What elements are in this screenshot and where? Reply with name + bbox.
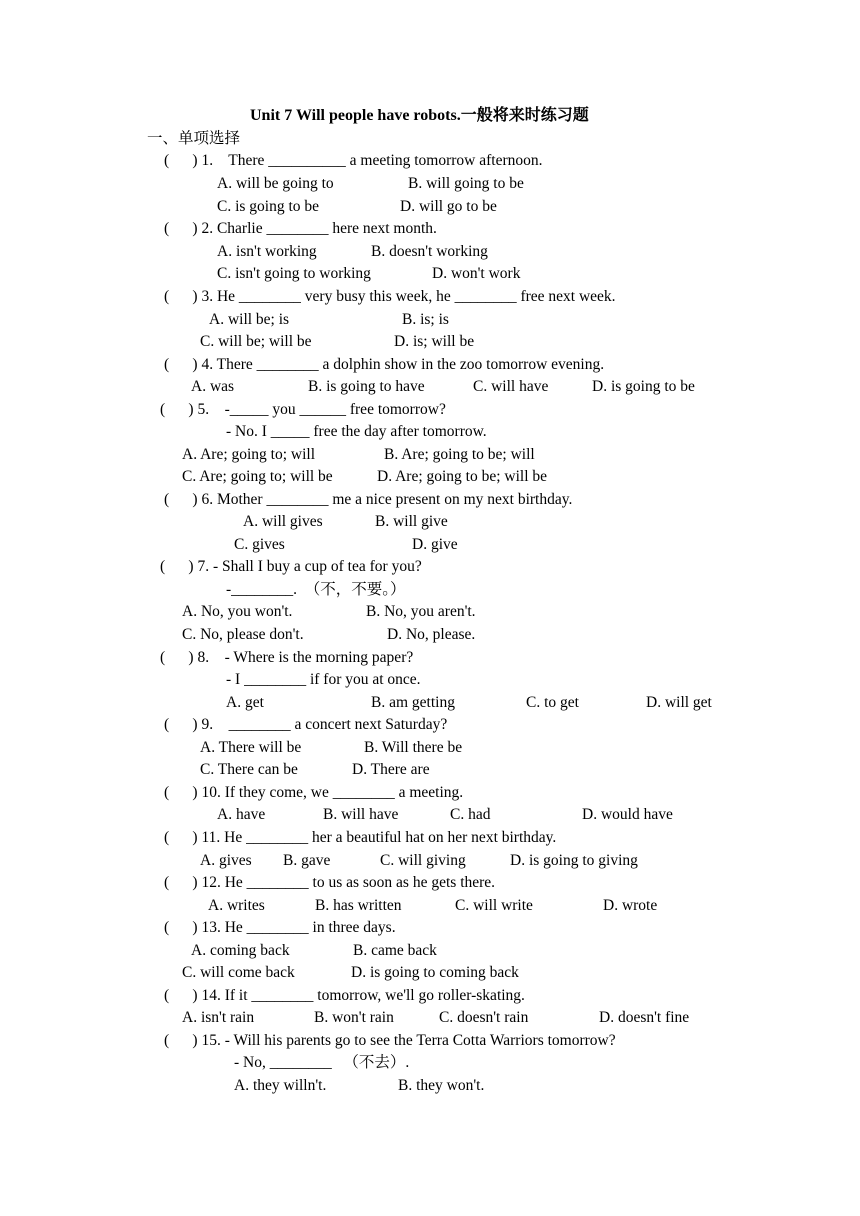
- option-b: B. am getting: [371, 694, 455, 711]
- option-c: C. isn't going to working: [217, 265, 371, 282]
- option-c: C. gives: [234, 536, 285, 553]
- option-d: D. is going to coming back: [351, 964, 519, 981]
- option-a: A. No, you won't.: [182, 603, 293, 620]
- option-c: C. will come back: [182, 964, 295, 981]
- option-d: D. doesn't fine: [599, 1009, 690, 1026]
- question-stem: ( ) 13. He ________ in three days.: [164, 919, 396, 936]
- option-d: D. No, please.: [387, 626, 476, 643]
- question-stem-answer: -________. （不，不要。）: [226, 581, 406, 598]
- option-c: C. to get: [526, 694, 579, 711]
- option-a: A. Are; going to; will: [182, 446, 316, 463]
- option-b: B. is going to have: [308, 378, 425, 395]
- option-b: B. will give: [375, 513, 448, 530]
- option-d: D. is going to giving: [510, 852, 638, 869]
- option-b: B. they won't.: [398, 1077, 485, 1094]
- option-b: B. doesn't working: [371, 243, 488, 260]
- option-a: A. get: [226, 694, 264, 711]
- option-b: B. will going to be: [408, 175, 524, 192]
- question-stem: ( ) 11. He ________ her a beautiful hat on her next birthday.: [164, 829, 557, 846]
- option-c: C. There can be: [200, 761, 298, 778]
- question-stem: ( ) 2. Charlie ________ here next month.: [164, 220, 437, 237]
- question-stem: ( ) 12. He ________ to us as soon as he gets there.: [164, 874, 496, 891]
- option-a: A. gives: [200, 852, 252, 869]
- question-stem: ( ) 14. If it ________ tomorrow, we'll go roller-skating.: [164, 987, 525, 1004]
- option-b: B. won't rain: [314, 1009, 394, 1026]
- question-stem: ( ) 7. - Shall I buy a cup of tea for you?: [160, 558, 422, 575]
- option-a: A. will gives: [243, 513, 323, 530]
- question-stem-answer: - I ________ if for you at once.: [226, 671, 421, 688]
- option-b: B. will have: [323, 806, 399, 823]
- option-b: B. No, you aren't.: [366, 603, 476, 620]
- question-stem: ( ) 15. - Will his parents go to see the Terra Cotta Warriors tomorrow?: [164, 1032, 616, 1049]
- option-b: B. gave: [283, 852, 331, 869]
- option-d: D. would have: [582, 806, 673, 823]
- option-c: C. will have: [473, 378, 549, 395]
- option-c: C. will giving: [380, 852, 466, 869]
- question-stem: ( ) 1. There __________ a meeting tomorrow afternoon.: [164, 152, 543, 169]
- option-c: C. had: [450, 806, 491, 823]
- option-b: B. is; is: [402, 311, 449, 328]
- option-d: D. is; will be: [394, 333, 475, 350]
- question-stem: ( ) 9. ________ a concert next Saturday?: [164, 716, 448, 733]
- option-b: B. came back: [353, 942, 437, 959]
- option-a: A. will be; is: [209, 311, 290, 328]
- option-a: A. they willn't.: [234, 1077, 327, 1094]
- option-c: C. is going to be: [217, 198, 320, 215]
- option-a: A. coming back: [191, 942, 290, 959]
- option-c: C. doesn't rain: [439, 1009, 529, 1026]
- option-a: A. was: [191, 378, 235, 395]
- option-c: C. will write: [455, 897, 533, 914]
- option-c: C. Are; going to; will be: [182, 468, 333, 485]
- option-b: B. has written: [315, 897, 402, 914]
- option-d: D. won't work: [432, 265, 521, 282]
- option-b: B. Will there be: [364, 739, 463, 756]
- option-a: A. There will be: [200, 739, 302, 756]
- option-d: D. give: [412, 536, 458, 553]
- option-a: A. isn't working: [217, 243, 317, 260]
- question-stem: ( ) 3. He ________ very busy this week, he ________ free next week.: [164, 288, 616, 305]
- question-stem: ( ) 4. There ________ a dolphin show in the zoo tomorrow evening.: [164, 356, 605, 373]
- question-stem-answer: - No, ________ （不去）.: [234, 1054, 410, 1071]
- option-a: A. writes: [208, 897, 265, 914]
- option-a: A. have: [217, 806, 266, 823]
- option-a: A. isn't rain: [182, 1009, 255, 1026]
- option-d: D. There are: [352, 761, 430, 778]
- option-b: B. Are; going to be; will: [384, 446, 535, 463]
- option-d: D. wrote: [603, 897, 658, 914]
- option-a: A. will be going to: [217, 175, 334, 192]
- option-c: C. will be; will be: [200, 333, 312, 350]
- option-d: D. will get: [646, 694, 712, 711]
- option-d: D. will go to be: [400, 198, 497, 215]
- section-heading: 一、单项选择: [147, 130, 241, 147]
- question-stem: ( ) 5. -_____ you ______ free tomorrow?: [160, 401, 446, 418]
- option-d: D. is going to be: [592, 378, 695, 395]
- question-stem: ( ) 6. Mother ________ me a nice present on my next birthday.: [164, 491, 573, 508]
- worksheet-title: Unit 7 Will people have robots.一般将来时练习题: [250, 107, 589, 124]
- option-d: D. Are; going to be; will be: [377, 468, 548, 485]
- question-stem: ( ) 8. - Where is the morning paper?: [160, 649, 414, 666]
- option-c: C. No, please don't.: [182, 626, 304, 643]
- question-stem: ( ) 10. If they come, we ________ a meeting.: [164, 784, 464, 801]
- question-stem-answer: - No. I _____ free the day after tomorrow.: [226, 423, 487, 440]
